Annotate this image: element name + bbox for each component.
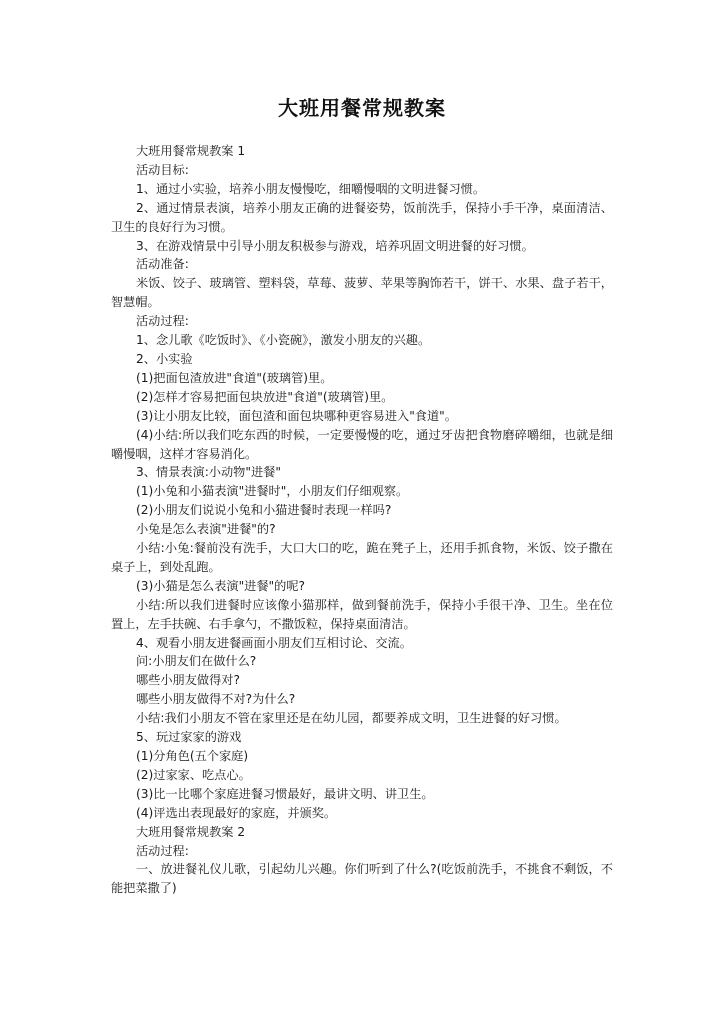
paragraph: 哪些小朋友做得对? bbox=[136, 673, 240, 688]
document-title: 大班用餐常规教案 bbox=[278, 96, 446, 120]
paragraph: 5、玩过家家的游戏 bbox=[136, 730, 242, 745]
paragraph: 1、通过小实验，培养小朋友慢慢吃，细嚼慢咽的文明进餐习惯。 bbox=[136, 181, 486, 196]
paragraph: 米饭、饺子、玻璃管、塑料袋，草莓、菠萝、苹果等胸饰若干，饼干、水果、盘子若干，智慧帽。 bbox=[111, 276, 613, 310]
paragraph: (1)分角色(五个家庭) bbox=[136, 749, 249, 763]
paragraph: 小结:我们小朋友不管在家里还是在幼儿园，都要养成文明，卫生进餐的好习惯。 bbox=[136, 711, 567, 726]
paragraph: 2、小实验 bbox=[136, 351, 193, 366]
paragraph: 大班用餐常规教案 2 bbox=[136, 824, 246, 839]
paragraph: (2)怎样才容易把面包块放进"食道"(玻璃管)里。 bbox=[136, 389, 394, 404]
paragraph: (3)小猫是怎么表演"进餐"的呢? bbox=[136, 578, 306, 593]
paragraph: 大班用餐常规教案 1 bbox=[136, 144, 246, 158]
paragraph: 3、在游戏情景中引导小朋友积极参与游戏，培养巩固文明进餐的好习惯。 bbox=[136, 238, 534, 253]
document-body bbox=[111, 142, 613, 898]
paragraph: 4、观看小朋友进餐画面小朋友们互相讨论、交流。 bbox=[136, 635, 412, 650]
paragraph: (2)过家家、吃点心。 bbox=[136, 767, 251, 782]
paragraph: 小结:所以我们进餐时应该像小猫那样，做到餐前洗手，保持小手很干净、卫生。坐在位置上，左手扶碗、右手拿勺，不撒饭粒，保持桌面清洁。 bbox=[111, 597, 613, 631]
paragraph: (2)小朋友们说说小兔和小猫进餐时表现一样吗? bbox=[136, 503, 392, 518]
paragraph: 3、情景表演:小动物"进餐" bbox=[136, 465, 281, 480]
paragraph: 活动过程: bbox=[136, 314, 189, 329]
paragraph: 哪些小朋友做得不对?为什么? bbox=[136, 692, 296, 707]
paragraph: 问:小朋友们在做什么? bbox=[136, 654, 257, 669]
paragraph: (4)评选出表现最好的家庭，并颁奖。 bbox=[136, 805, 337, 820]
paragraph: 小兔是怎么表演"进餐"的? bbox=[136, 522, 276, 537]
paragraph: 一、放进餐礼仪儿歌，引起幼儿兴趣。你们听到了什么?(吃饭前洗手，不挑食不剩饭，不能把菜撒了) bbox=[111, 862, 613, 896]
paragraph: 活动准备: bbox=[136, 257, 189, 272]
paragraph: (1)把面包渣放进"食道"(玻璃管)里。 bbox=[136, 370, 333, 385]
paragraph: (1)小兔和小猫表演"进餐时"，小朋友们仔细观察。 bbox=[136, 484, 409, 499]
paragraph: 小结:小兔:餐前没有洗手，大口大口的吃，跪在凳子上，还用手抓食物，米饭、饺子撒在桌子上，到处乱跑。 bbox=[111, 541, 613, 574]
paragraph: (3)让小朋友比较，面包渣和面包块哪种更容易进入"食道"。 bbox=[136, 408, 457, 423]
paragraph: 2、通过情景表演，培养小朋友正确的进餐姿势，饭前洗手，保持小手干净，桌面清洁、卫生的良好行为习惯。 bbox=[111, 200, 613, 234]
paragraph: (4)小结:所以我们吃东西的时候，一定要慢慢的吃，通过牙齿把食物磨碎嚼细，也就是细嚼慢咽，这样才容易消化。 bbox=[111, 427, 613, 461]
paragraph: 1、念儿歌《吃饭时》、《小瓷碗》，激发小朋友的兴趣。 bbox=[136, 333, 431, 348]
paragraph: (3)比一比哪个家庭进餐习惯最好，最讲文明、讲卫生。 bbox=[136, 786, 434, 801]
paragraph: 活动目标: bbox=[136, 162, 189, 177]
paragraph: 活动过程: bbox=[136, 843, 189, 858]
